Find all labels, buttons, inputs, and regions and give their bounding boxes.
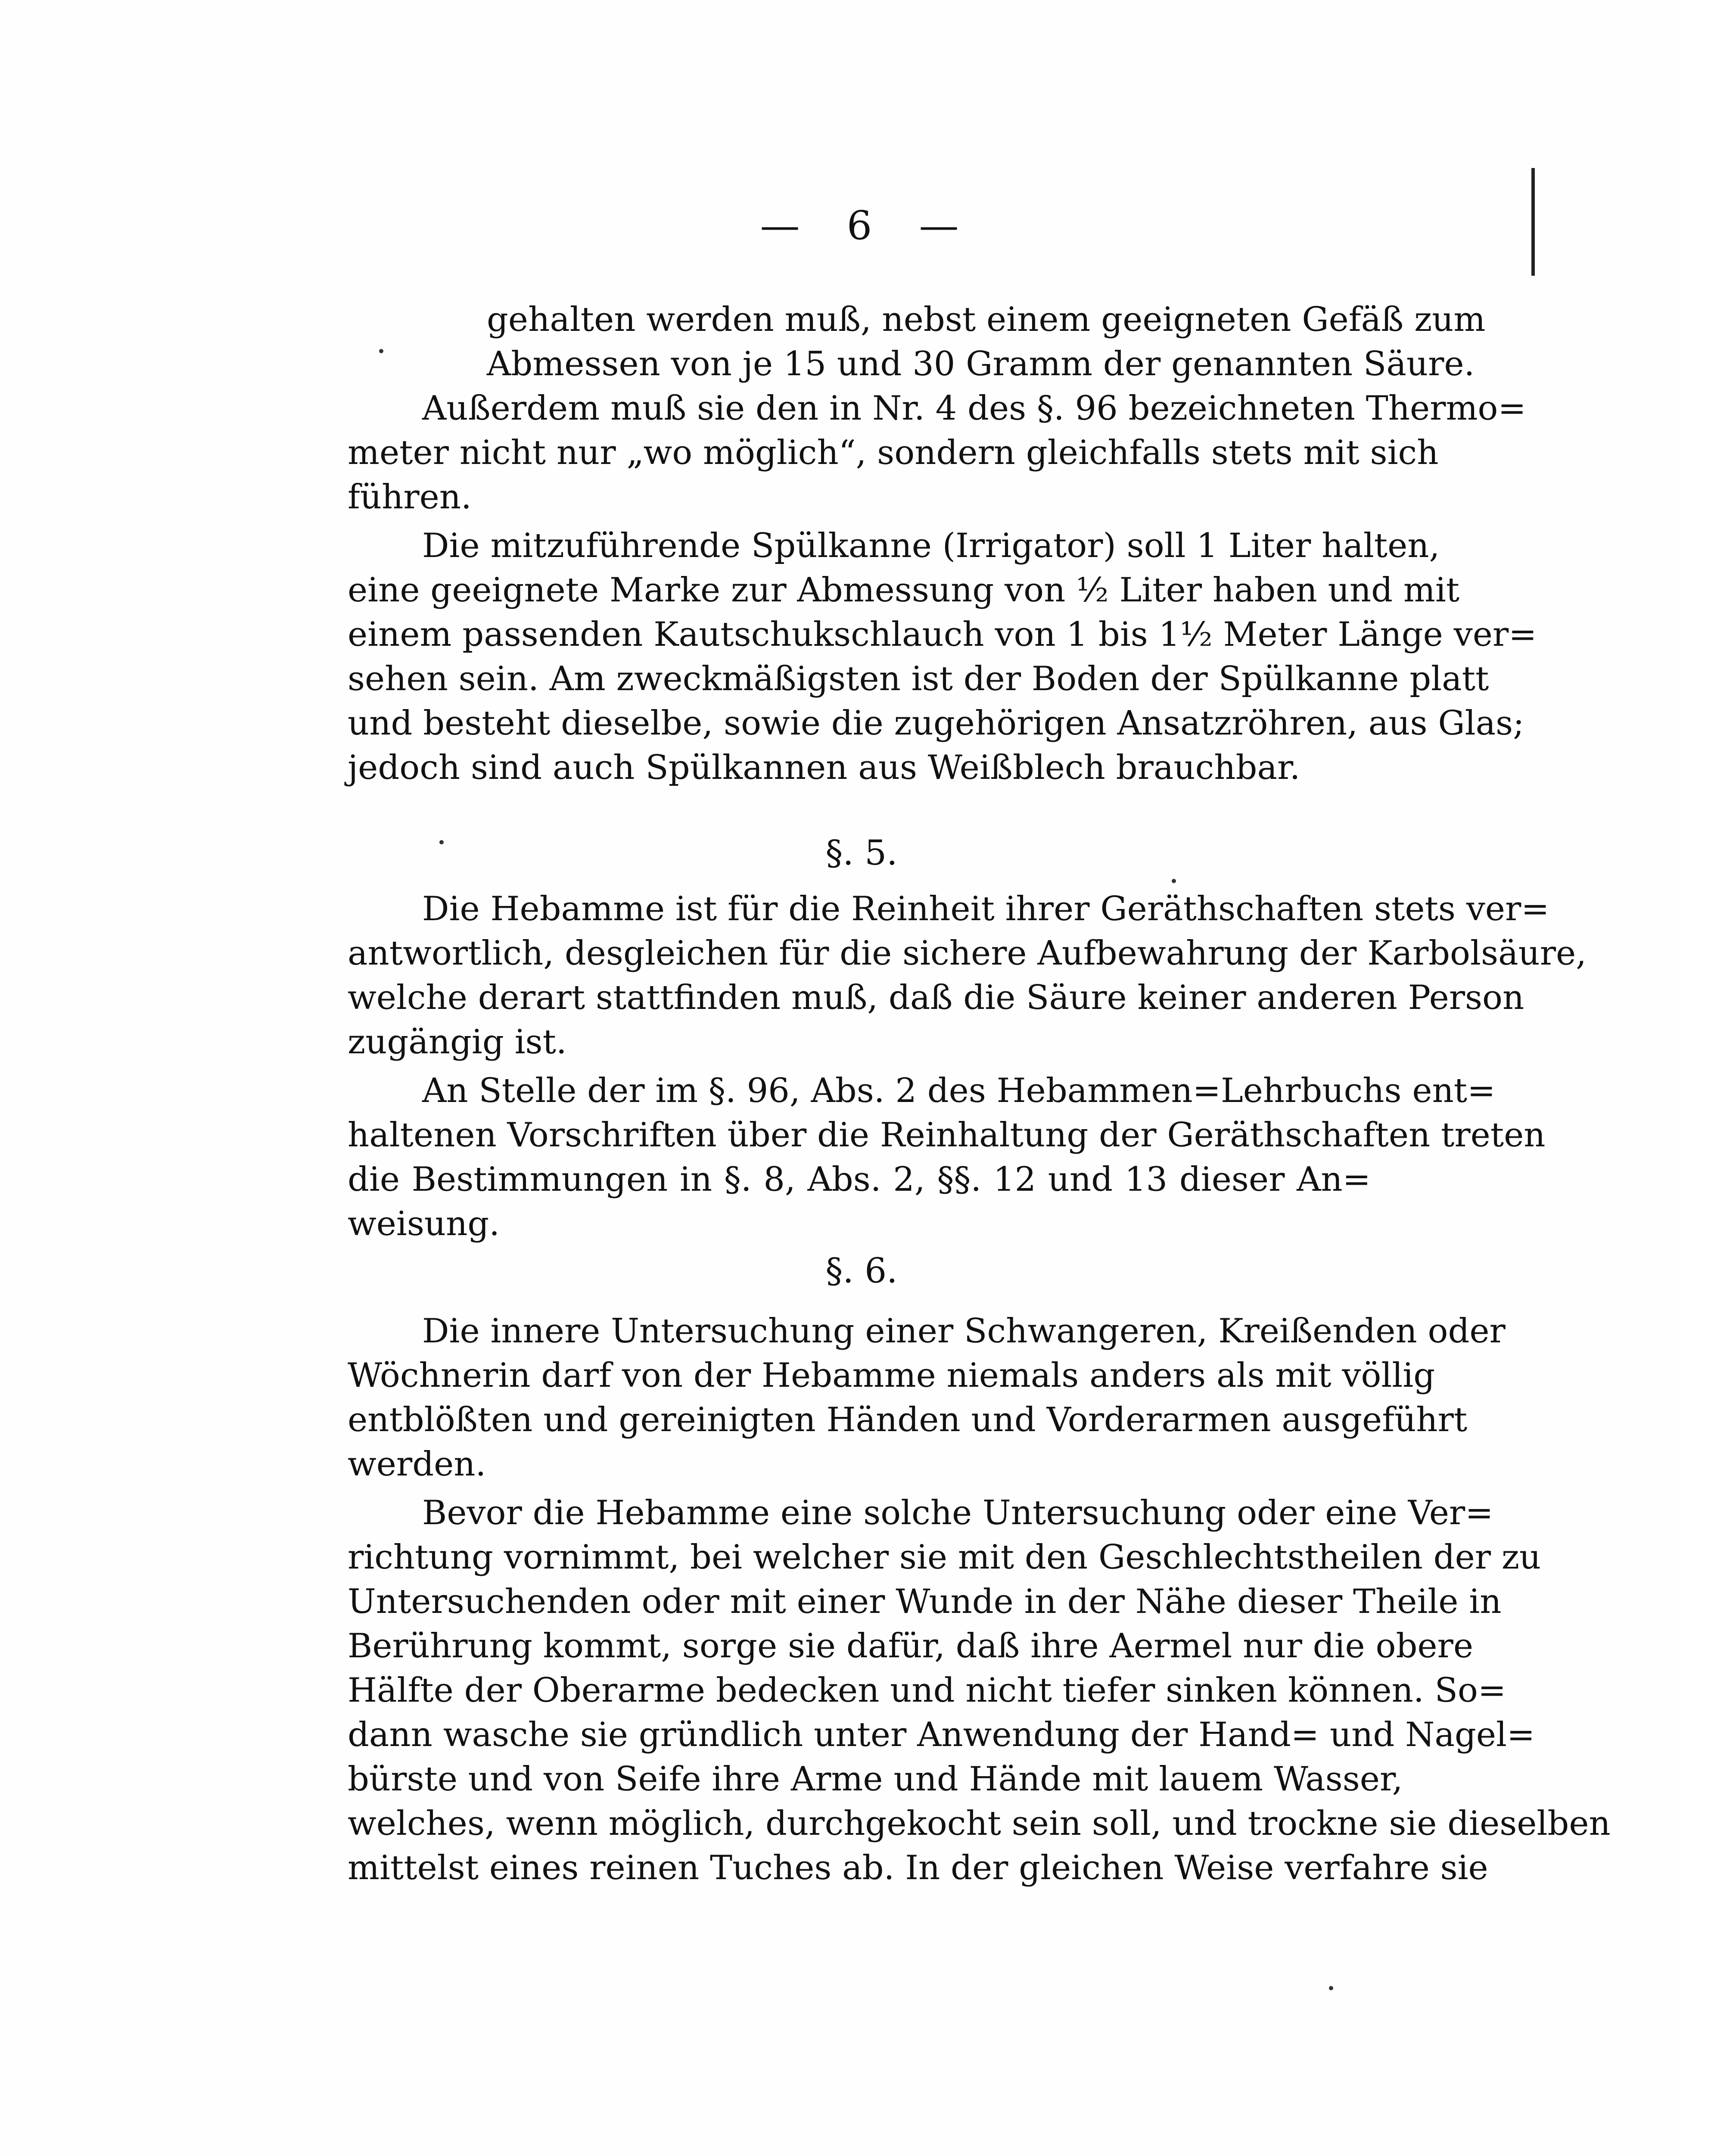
text-line: Die Hebamme ist für die Reinheit ihrer Geräthschaften stets ver= (422, 890, 1549, 928)
text-line: eine geeignete Marke zur Abmessung von ½ Liter haben und mit (348, 571, 1460, 610)
text-line: bürste und von Seife ihre Arme und Hände mit lauem Wasser, (348, 1760, 1403, 1799)
text-line: Hälfte der Oberarme bedecken und nicht tiefer sinken können. So= (348, 1671, 1506, 1710)
text-line: antwortlich, desgleichen für die sichere Aufbewahrung der Karbolsäure, (348, 934, 1587, 973)
text-line: Berührung kommt, sorge sie dafür, daß ihre Aermel nur die obere (348, 1627, 1473, 1665)
text-line: haltenen Vorschriften über die Reinhaltung der Geräthschaften treten (348, 1116, 1546, 1155)
text-line: werden. (348, 1445, 486, 1484)
text-line: und besteht dieselbe, sowie die zugehörigen Ansatzröhren, aus Glas; (348, 704, 1524, 743)
text-line: zugängig ist. (348, 1023, 567, 1061)
text-line: mittelst eines reinen Tuches ab. In der gleichen Weise verfahre sie (348, 1849, 1488, 1887)
text-line: die Bestimmungen in §. 8, Abs. 2, §§. 12 und 13 dieser An= (348, 1160, 1371, 1199)
text-line: welche derart stattfinden muß, daß die Säure keiner anderen Person (348, 978, 1524, 1017)
text-line: Wöchnerin darf von der Hebamme niemals anders als mit völlig (348, 1356, 1435, 1395)
speck (379, 349, 383, 353)
text-line: dann wasche sie gründlich unter Anwendung der Hand= und Nagel= (348, 1715, 1535, 1754)
text-line: führen. (348, 478, 472, 517)
section-heading: §. 6. (825, 1251, 898, 1291)
text-line: meter nicht nur „wo möglich“, sondern gleichfalls stets mit sich (348, 433, 1439, 472)
text-line: Die innere Untersuchung einer Schwangeren, Kreißenden oder (422, 1312, 1506, 1351)
section-heading: §. 5. (825, 833, 898, 873)
text-line: An Stelle der im §. 96, Abs. 2 des Hebammen=Lehrbuchs ent= (422, 1071, 1496, 1110)
text-line: Außerdem muß sie den in Nr. 4 des §. 96 bezeichneten Thermo= (422, 389, 1526, 428)
speck (1172, 879, 1176, 883)
text-line: entblößten und gereinigten Händen und Vorderarmen ausgeführt (348, 1401, 1468, 1439)
text-line: Die mitzuführende Spülkanne (Irrigator) soll 1 Liter halten, (422, 526, 1440, 565)
text-line: weisung. (348, 1205, 500, 1243)
text-line: gehalten werden muß, nebst einem geeigneten Gefäß zum (487, 300, 1486, 339)
text-line: sehen sein. Am zweckmäßigsten ist der Boden der Spülkanne platt (348, 660, 1489, 698)
text-line: welches, wenn möglich, durchgekocht sein soll, und trockne sie dieselben (348, 1804, 1611, 1843)
speck (1329, 1986, 1333, 1990)
text-line: jedoch sind auch Spülkannen aus Weißblech brauchbar. (348, 748, 1300, 787)
text-line: richtung vornimmt, bei welcher sie mit den Geschlechtstheilen der zu (348, 1538, 1541, 1577)
text-line: Bevor die Hebamme eine solche Untersuchung oder eine Ver= (422, 1494, 1493, 1532)
text-line: Untersuchenden oder mit einer Wunde in der Nähe dieser Theile in (348, 1582, 1502, 1621)
text-line: Abmessen von je 15 und 30 Gramm der genannten Säure. (487, 345, 1475, 383)
page-number: — 6 — (760, 202, 976, 249)
text-line: einem passenden Kautschukschlauch von 1 bis 1½ Meter Länge ver= (348, 615, 1537, 654)
